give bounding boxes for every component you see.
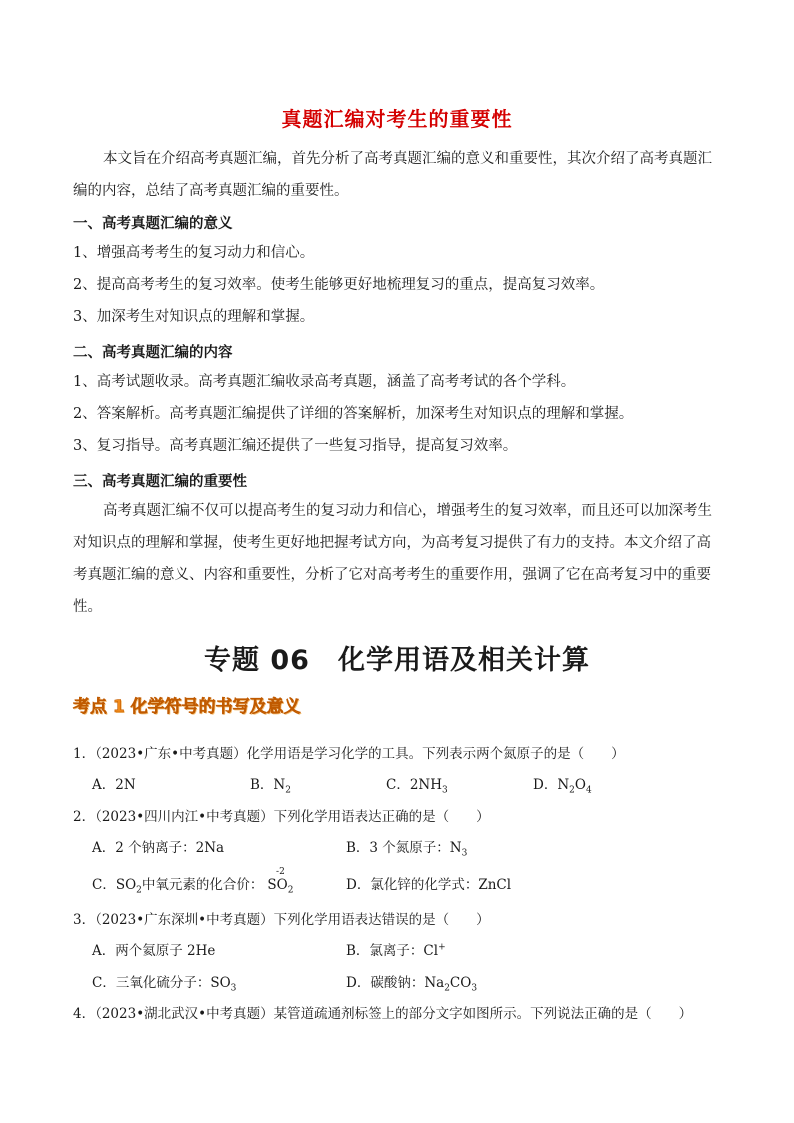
option-c: C．$SO_2$中氧元素的化合价： -2 $SO_2$	[92, 867, 294, 896]
intro-paragraph-line: 高考真题汇编不仅可以提高考生的复习动力和信心，增强考生的复习效率，而且还可以加深考生	[103, 503, 712, 519]
option-d: D．$N_2O_4$	[533, 777, 592, 796]
intro-paragraph-line: 编的内容，总结了高考真题汇编的重要性。	[73, 183, 349, 199]
topic-title: 专题 06 化学用语及相关计算	[204, 645, 590, 676]
section-heading-1: 一、高考真题汇编的意义	[73, 216, 233, 232]
option-d: D．碳酸钠：$Na_2CO_3$	[346, 975, 478, 994]
section-heading-2: 二、高考真题汇编的内容	[73, 345, 233, 361]
section-heading-3: 三、高考真题汇编的重要性	[73, 474, 247, 490]
option-b: B．3 个氮原子：$N_3$	[346, 840, 468, 859]
option-c: C．$2NH_3$	[386, 777, 448, 796]
intro-title: 真题汇编对考生的重要性	[281, 107, 513, 131]
intro-paragraph-line: 性。	[73, 599, 102, 615]
list-item: 3、加深考生对知识点的理解和掌握。	[73, 309, 315, 325]
option-a: A．2 个钠离子：2Na	[92, 840, 225, 856]
list-item: 1、增强高考考生的复习动力和信心。	[73, 245, 315, 261]
option-b: B．氯离子：Cl+	[346, 942, 446, 959]
intro-paragraph-line: 对知识点的理解和掌握，使考生更好地把握考试方向，为高考复习提供了有力的支持。本文介绍了高	[73, 535, 711, 551]
option-b: B．$N_2$	[250, 777, 291, 796]
list-item: 3、复习指导。高考真题汇编还提供了一些复习指导，提高复习效率。	[73, 438, 518, 454]
option-a: A．两个氦原子 2He	[92, 943, 216, 959]
intro-paragraph-line: 本文旨在介绍高考真题汇编，首先分析了高考真题汇编的意义和重要性，其次介绍了高考真题汇	[103, 151, 712, 167]
question-stem: 2．（2023•四川内江•中考真题）下列化学用语表达正确的是（ ）	[73, 809, 490, 825]
valence-notation: -2 $SO_2$	[267, 867, 294, 896]
question-stem: 1．（2023•广东•中考真题）化学用语是学习化学的工具。下列表示两个氮原子的是（ ）	[73, 746, 625, 762]
list-item: 2、答案解析。高考真题汇编提供了详细的答案解析，加深考生对知识点的理解和掌握。	[73, 406, 634, 422]
question-stem: 3．（2023•广东深圳•中考真题）下列化学用语表达错误的是（ ）	[73, 912, 490, 928]
question-stem: 4．（2023•湖北武汉•中考真题）某管道疏通剂标签上的部分文字如图所示。下列说法正确的是（ ）	[73, 1006, 693, 1022]
option-a: A．2N	[92, 777, 136, 793]
kaodian-heading: 考点 1 化学符号的书写及意义	[73, 697, 301, 717]
list-item: 1、高考试题收录。高考真题汇编收录高考真题，涵盖了高考考试的各个学科。	[73, 374, 576, 390]
option-c: C．三氧化硫分子：$SO_3$	[92, 975, 237, 994]
list-item: 2、提高高考考生的复习效率。使考生能够更好地梳理复习的重点，提高复习效率。	[73, 277, 605, 293]
option-d: D．氯化锌的化学式：ZnCl	[346, 877, 512, 893]
intro-paragraph-line: 考真题汇编的意义、内容和重要性，分析了它对高考考生的重要作用，强调了它在高考复习中的重要	[73, 567, 711, 583]
